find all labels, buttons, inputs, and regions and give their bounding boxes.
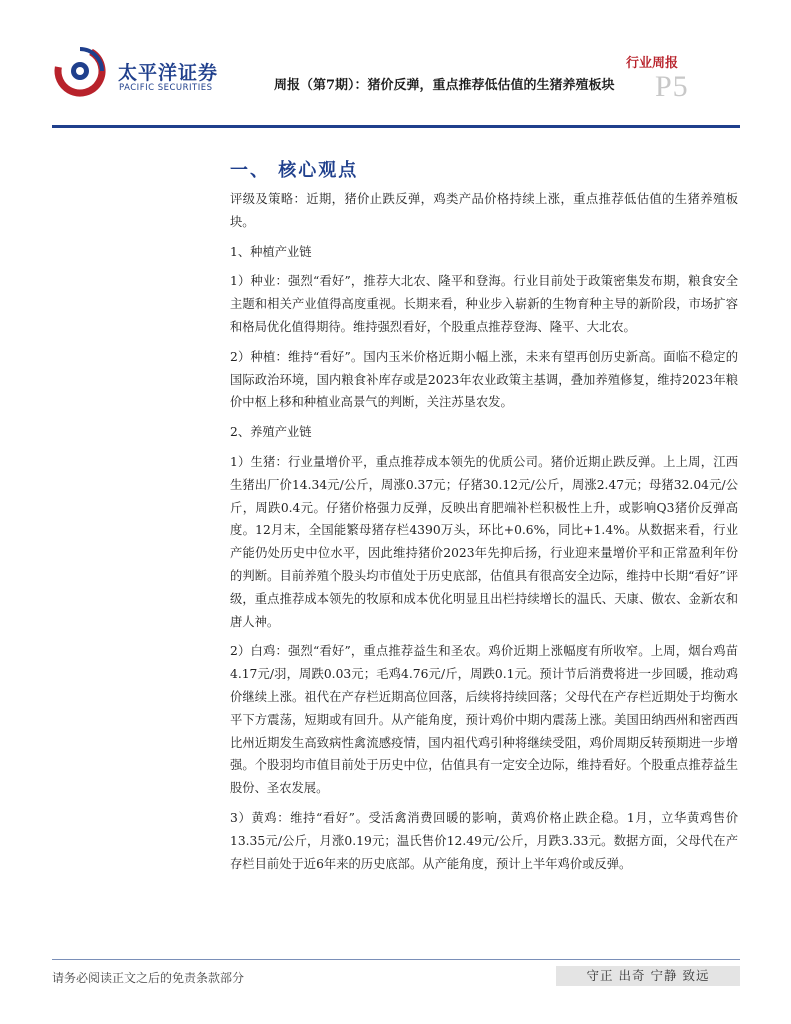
- paragraph-seed-industry: 1）种业：强烈“看好”，推荐大北农、隆平和登海。行业目前处于政策密集发布期，粮食安全主题和相关产业值得高度重视。长期来看，种业步入崭新的生物育种主导的新阶段，市场扩容和格局优化值得期待。维持强烈看好，个股重点推荐登海、隆平、大北农。: [230, 274, 738, 334]
- paragraph-white-chicken: 2）白鸡：强烈“看好”，重点推荐益生和圣农。鸡价近期上涨幅度有所收窄。上周，烟台鸡苗4.17元/羽，周跌0.03元；毛鸡4.76元/斤，周跌0.1元。预计节后消费将进一步回暖，推动鸡价继续上涨。祖代在产存栏近期高位回落，后续将持续回落；父母代在产存栏近期处于均衡水平下方震荡，短期或有回升。从产能角度，预计鸡价中期内震荡上涨。美国田纳西州和密西西比州近期发生高致病性禽流感疫情，国内祖代鸡引种将继续受阻，鸡价周期反转预期进一步增强。个股羽均市值目前处于历史中位，估值具有一定安全边际，维持看好。个股重点推荐益生股份、圣农发展。: [230, 644, 738, 796]
- paragraph-yellow-chicken: 3）黄鸡：维持“看好”。受活禽消费回暖的影响，黄鸡价格止跌企稳。1月，立华黄鸡售价13.35元/公斤，月涨0.19元；温氏售价12.49元/公斤，月跌3.33元。数据方面，父母代在产存栏目前处于近6年来的历史底部。从产能角度，预计上半年鸡价或反弹。: [230, 810, 738, 871]
- logo-chinese-name: 太平洋证券: [118, 62, 219, 84]
- header-divider: [52, 125, 740, 128]
- paragraph-rating-strategy: 评级及策略：近期，猪价止跌反弹，鸡类产品价格持续上涨，重点推荐低估值的生猪养殖板块。: [230, 192, 738, 229]
- footer-disclaimer: 请务必阅读正文之后的免责条款部分: [52, 971, 245, 985]
- subheading-planting-chain: 1、种植产业链: [230, 244, 312, 259]
- pacific-securities-logo-icon: [50, 40, 112, 102]
- report-title: 周报（第7期）：猪价反弹，重点推荐低估值的生猪养殖板块: [274, 78, 615, 93]
- company-logo: [50, 40, 219, 100]
- report-type-label: 行业周报: [625, 56, 678, 71]
- paragraph-planting: 2）种植：维持“看好”。国内玉米价格近期小幅上涨，未来有望再创历史新高。面临不稳定的国际政治环境，国内粮食补库存或是2023年农业政策主基调，叠加养殖修复，维持2023年粮价中枢上移和种植业高景气的判断，关注苏垦农发。: [230, 349, 738, 410]
- page-number: P5: [655, 70, 689, 103]
- section-heading: 一、 核心观点: [230, 160, 359, 181]
- footer-motto: 守正 出奇 宁静 致远: [556, 966, 740, 986]
- paragraph-live-hogs: 1）生猪：行业量增价平，重点推荐成本领先的优质公司。猪价近期止跌反弹。上上周，江西生猪出厂价14.34元/公斤，周涨0.37元；仔猪30.12元/公斤，周涨2.47元；母猪32.04元/公斤，周跌0.4元。仔猪价格强力反弹，反映出育肥端补栏积极性上升，或影响Q3猪价反弹高度。12月末，全国能繁母猪存栏4390万头，环比+0.6%，同比+1.4%。从数据来看，行业产能仍处历史中位水平，因此维持猪价2023年先抑后扬，行业迎来量增价平和正常盈利年份的判断。目前养殖个股头均市值处于历史底部，估值具有很高安全边际，维持中长期“看好”评级，重点推荐成本领先的牧原和成本优化明显且出栏持续增长的温氏、天康、傲农、金新农和唐人神。: [230, 454, 738, 629]
- page-header: [0, 0, 791, 132]
- body-content: [230, 188, 738, 882]
- logo-english-name: PACIFIC SECURITIES: [119, 83, 213, 93]
- subheading-breeding-chain: 2、养殖产业链: [230, 425, 312, 440]
- footer-divider: [52, 959, 740, 960]
